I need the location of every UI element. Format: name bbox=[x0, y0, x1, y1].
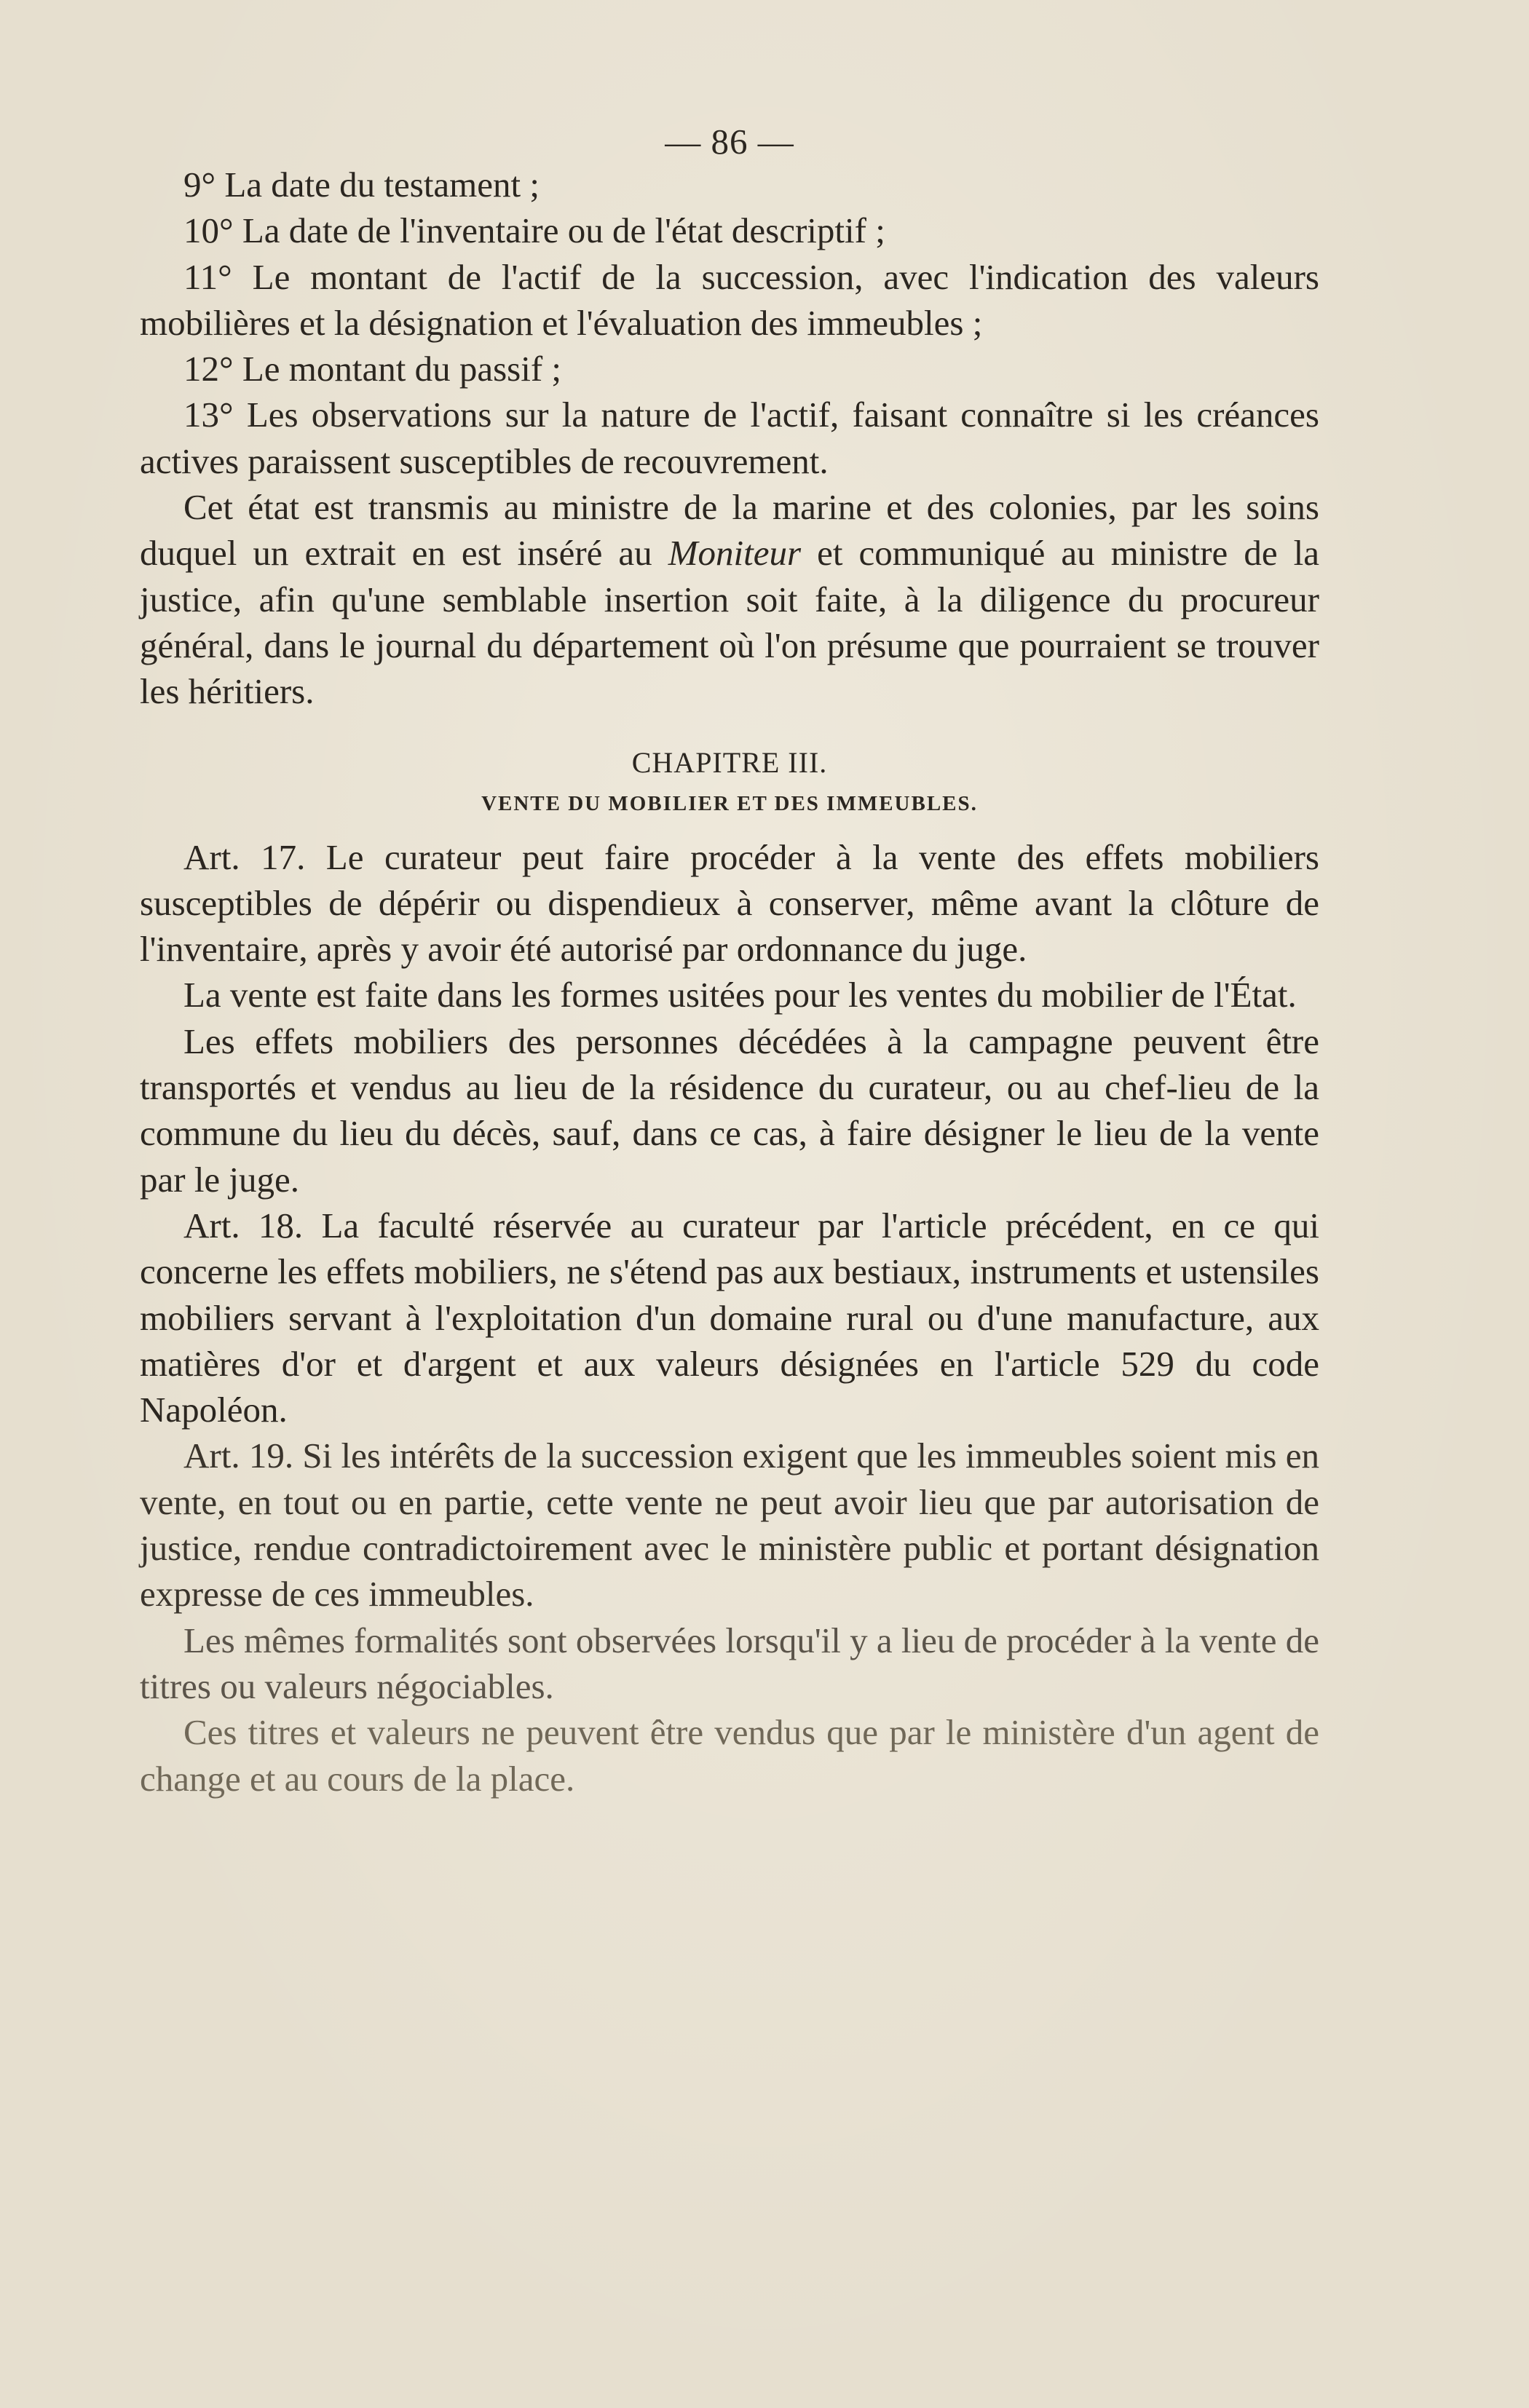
page-number: — 86 — bbox=[665, 122, 794, 162]
article-17: Art. 17. Le curateur peut faire procéder à la vente des effets mobiliers susceptibles de dépérir ou dispendieux à conserver, même avant la clôture de l'inventaire, après y avoir été autorisé par ordonnance du juge. bbox=[140, 836, 1319, 970]
article-18: Art. 18. La faculté réservée au curateur par l'article précédent, en ce qui concerne les effets mobiliers, ne s'étend pas aux bestiaux, instruments et ustensiles mobiliers servant à l'exploitation d'un domaine rural ou d'une manufacture, aux matières d'or et d'argent et aux valeurs désignées en l'article 529 du code Napoléon. bbox=[140, 1205, 1319, 1430]
list-item-9: 9° La date du testament ; bbox=[183, 165, 540, 205]
list-item-10: 10° La date de l'inventaire ou de l'état descriptif ; bbox=[183, 210, 885, 251]
list-item-11: 11° Le montant de l'actif de la succession, avec l'indication des valeurs mobilières et la désignation et l'évaluation des immeubles ; bbox=[140, 256, 1319, 343]
paragraph-titres-valeurs: Ces titres et valeurs ne peuvent être vendus que par le ministère d'un agent de change et au cours de la place. bbox=[140, 1712, 1319, 1799]
paragraph-transmission bbox=[140, 484, 1319, 714]
paragraph-transmission-before: Cet état est transmis au ministre de la marine et des colonies, par les soins duquel un extrait en est inséré au bbox=[140, 487, 1319, 574]
chapter-title: CHAPITRE III. bbox=[631, 745, 828, 779]
paragraph-transmission-after: et communiqué au ministre de la justice, afin qu'une semblable insertion soit faite, à la diligence du procureur général, dans le journal du département où l'on présume que pourraient se trouver les héritiers. bbox=[140, 533, 1319, 712]
page-body bbox=[140, 108, 1319, 1802]
paragraph-formalites: Les mêmes formalités sont observées lorsqu'il y a lieu de procéder à la vente de titres ou valeurs négociables. bbox=[140, 1620, 1319, 1706]
list-item-12: 12° Le montant du passif ; bbox=[183, 349, 562, 389]
list-item-13: 13° Les observations sur la nature de l'actif, faisant connaître si les créances actives paraissent susceptibles de recouvrement. bbox=[140, 395, 1319, 481]
paragraph-vente-formes: La vente est faite dans les formes usitées pour les ventes du mobilier de l'État. bbox=[183, 975, 1297, 1015]
chapter-subtitle: VENTE DU MOBILIER ET DES IMMEUBLES. bbox=[481, 791, 978, 815]
article-19: Art. 19. Si les intérêts de la succession exigent que les immeubles soient mis en vente, en tout ou en partie, cette vente ne peut avoir lieu que par autorisation de justice, rendue contradictoirement avec le ministère public et portant désignation expresse de ces immeubles. bbox=[140, 1435, 1319, 1615]
paragraph-campagne: Les effets mobiliers des personnes décédées à la campagne peuvent être transportés et vendus au lieu de la résidence du curateur, ou au chef-lieu de la commune du lieu du décès, sauf, dans ce cas, à faire désigner le lieu de la vente par le juge. bbox=[140, 1021, 1319, 1200]
publication-title: Moniteur bbox=[668, 533, 802, 574]
